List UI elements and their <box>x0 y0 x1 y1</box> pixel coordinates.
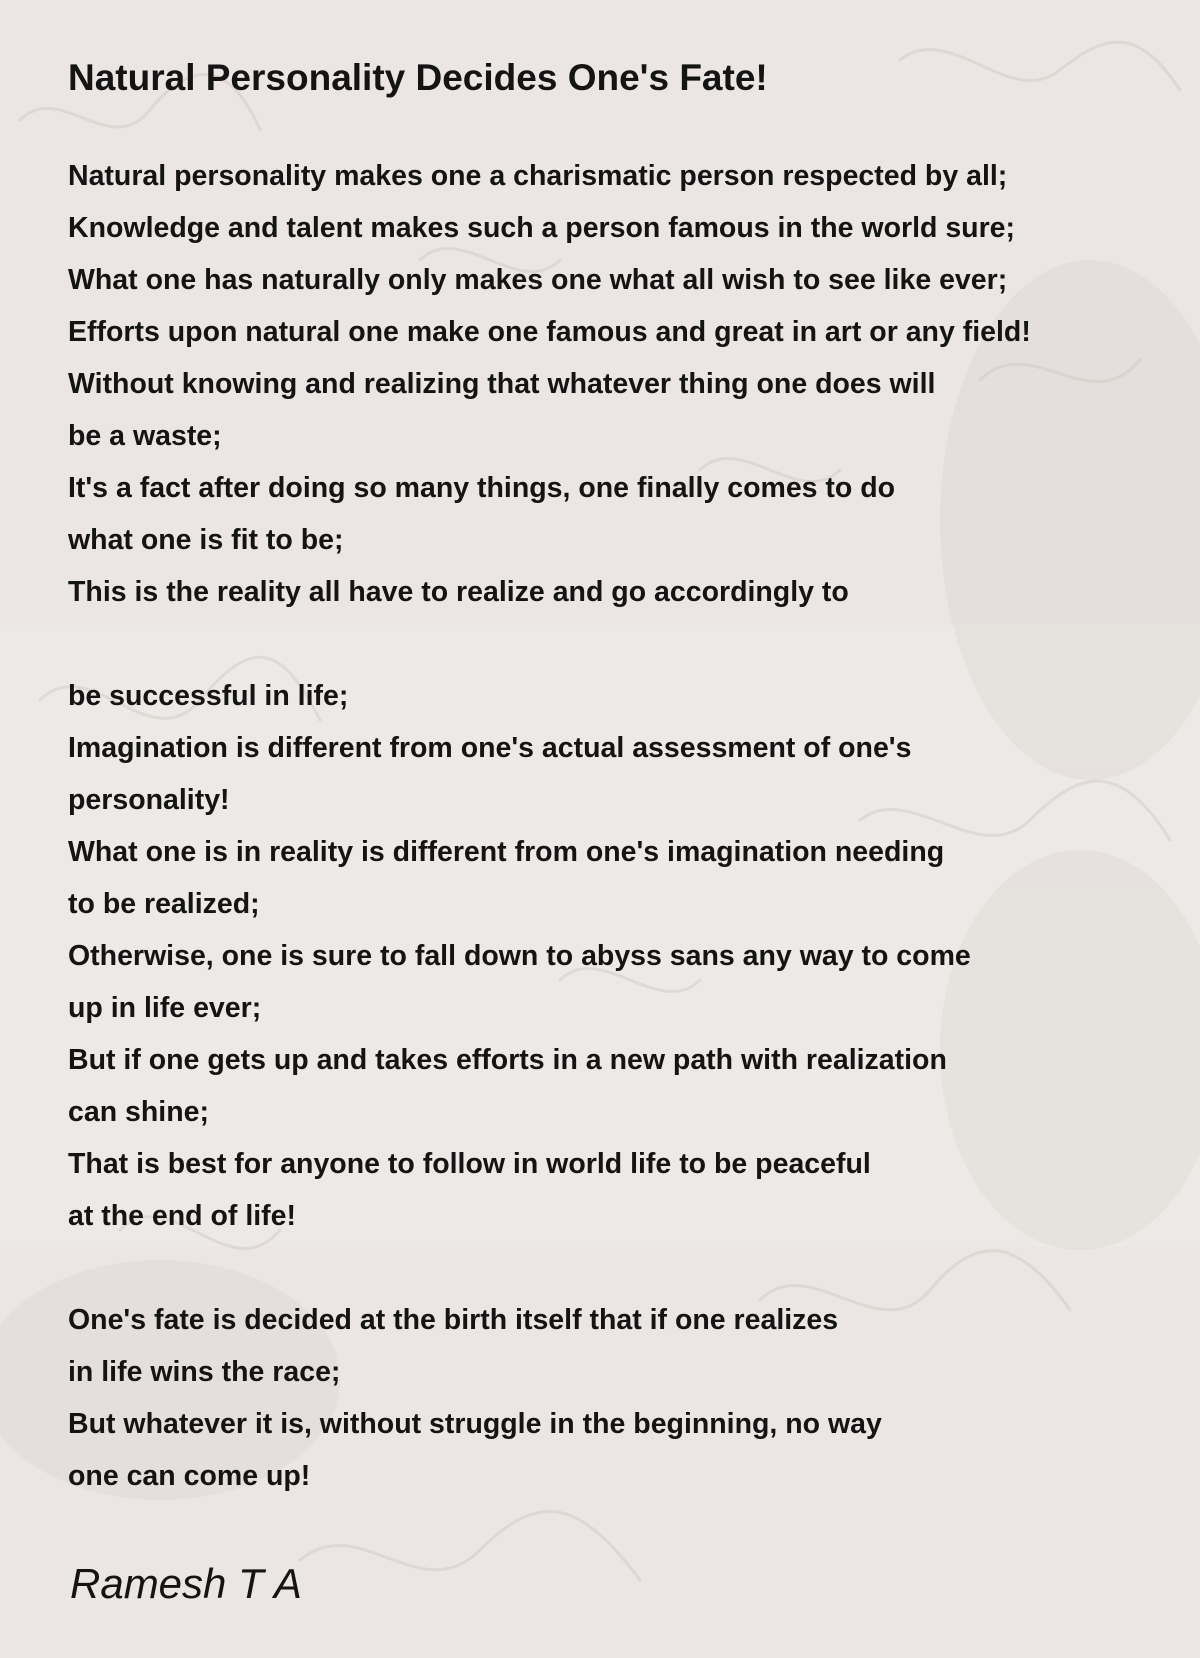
poem-line: be successful in life; <box>68 680 349 712</box>
poem-line: Efforts upon natural one make one famous and great in art or any field! <box>68 316 1031 348</box>
poem-line: personality! <box>68 784 230 816</box>
poem-line: to be realized; <box>68 888 260 920</box>
poem-author: Ramesh T A <box>70 1560 302 1607</box>
poem-line: Imagination is different from one's actual assessment of one's <box>68 732 912 764</box>
poem-line: Without knowing and realizing that whatever thing one does will <box>68 368 936 400</box>
stanza-break <box>68 618 1193 670</box>
poem-line: Knowledge and talent makes such a person famous in the world sure; <box>68 212 1016 244</box>
poem-line: be a waste; <box>68 420 222 452</box>
poem-line: This is the reality all have to realize and go accordingly to <box>68 576 849 608</box>
poem-line: in life wins the race; <box>68 1356 341 1388</box>
poem-line: It's a fact after doing so many things, one finally comes to do <box>68 472 896 504</box>
poem-line: Natural personality makes one a charismatic person respected by all; <box>68 160 1008 192</box>
poem-line: What one has naturally only makes one what all wish to see like ever; <box>68 264 1008 296</box>
poem-line: But whatever it is, without struggle in the beginning, no way <box>68 1408 882 1440</box>
poem-title: Natural Personality Decides One's Fate! <box>68 57 768 98</box>
poem-line: can shine; <box>68 1096 209 1128</box>
poem-line: one can come up! <box>68 1460 311 1492</box>
stanza-break <box>68 1242 1193 1294</box>
poem-line: But if one gets up and takes efforts in a new path with realization <box>68 1044 947 1076</box>
poem-body <box>68 150 1193 1502</box>
poem-line: One's fate is decided at the birth itself that if one realizes <box>68 1304 839 1336</box>
poem-line: That is best for anyone to follow in world life to be peaceful <box>68 1148 871 1180</box>
poem-line: Otherwise, one is sure to fall down to abyss sans any way to come <box>68 940 971 972</box>
poem-line: What one is in reality is different from one's imagination needing <box>68 836 945 868</box>
poem-line: what one is fit to be; <box>68 524 344 556</box>
poem-line: up in life ever; <box>68 992 262 1024</box>
poem-line: at the end of life! <box>68 1200 296 1232</box>
